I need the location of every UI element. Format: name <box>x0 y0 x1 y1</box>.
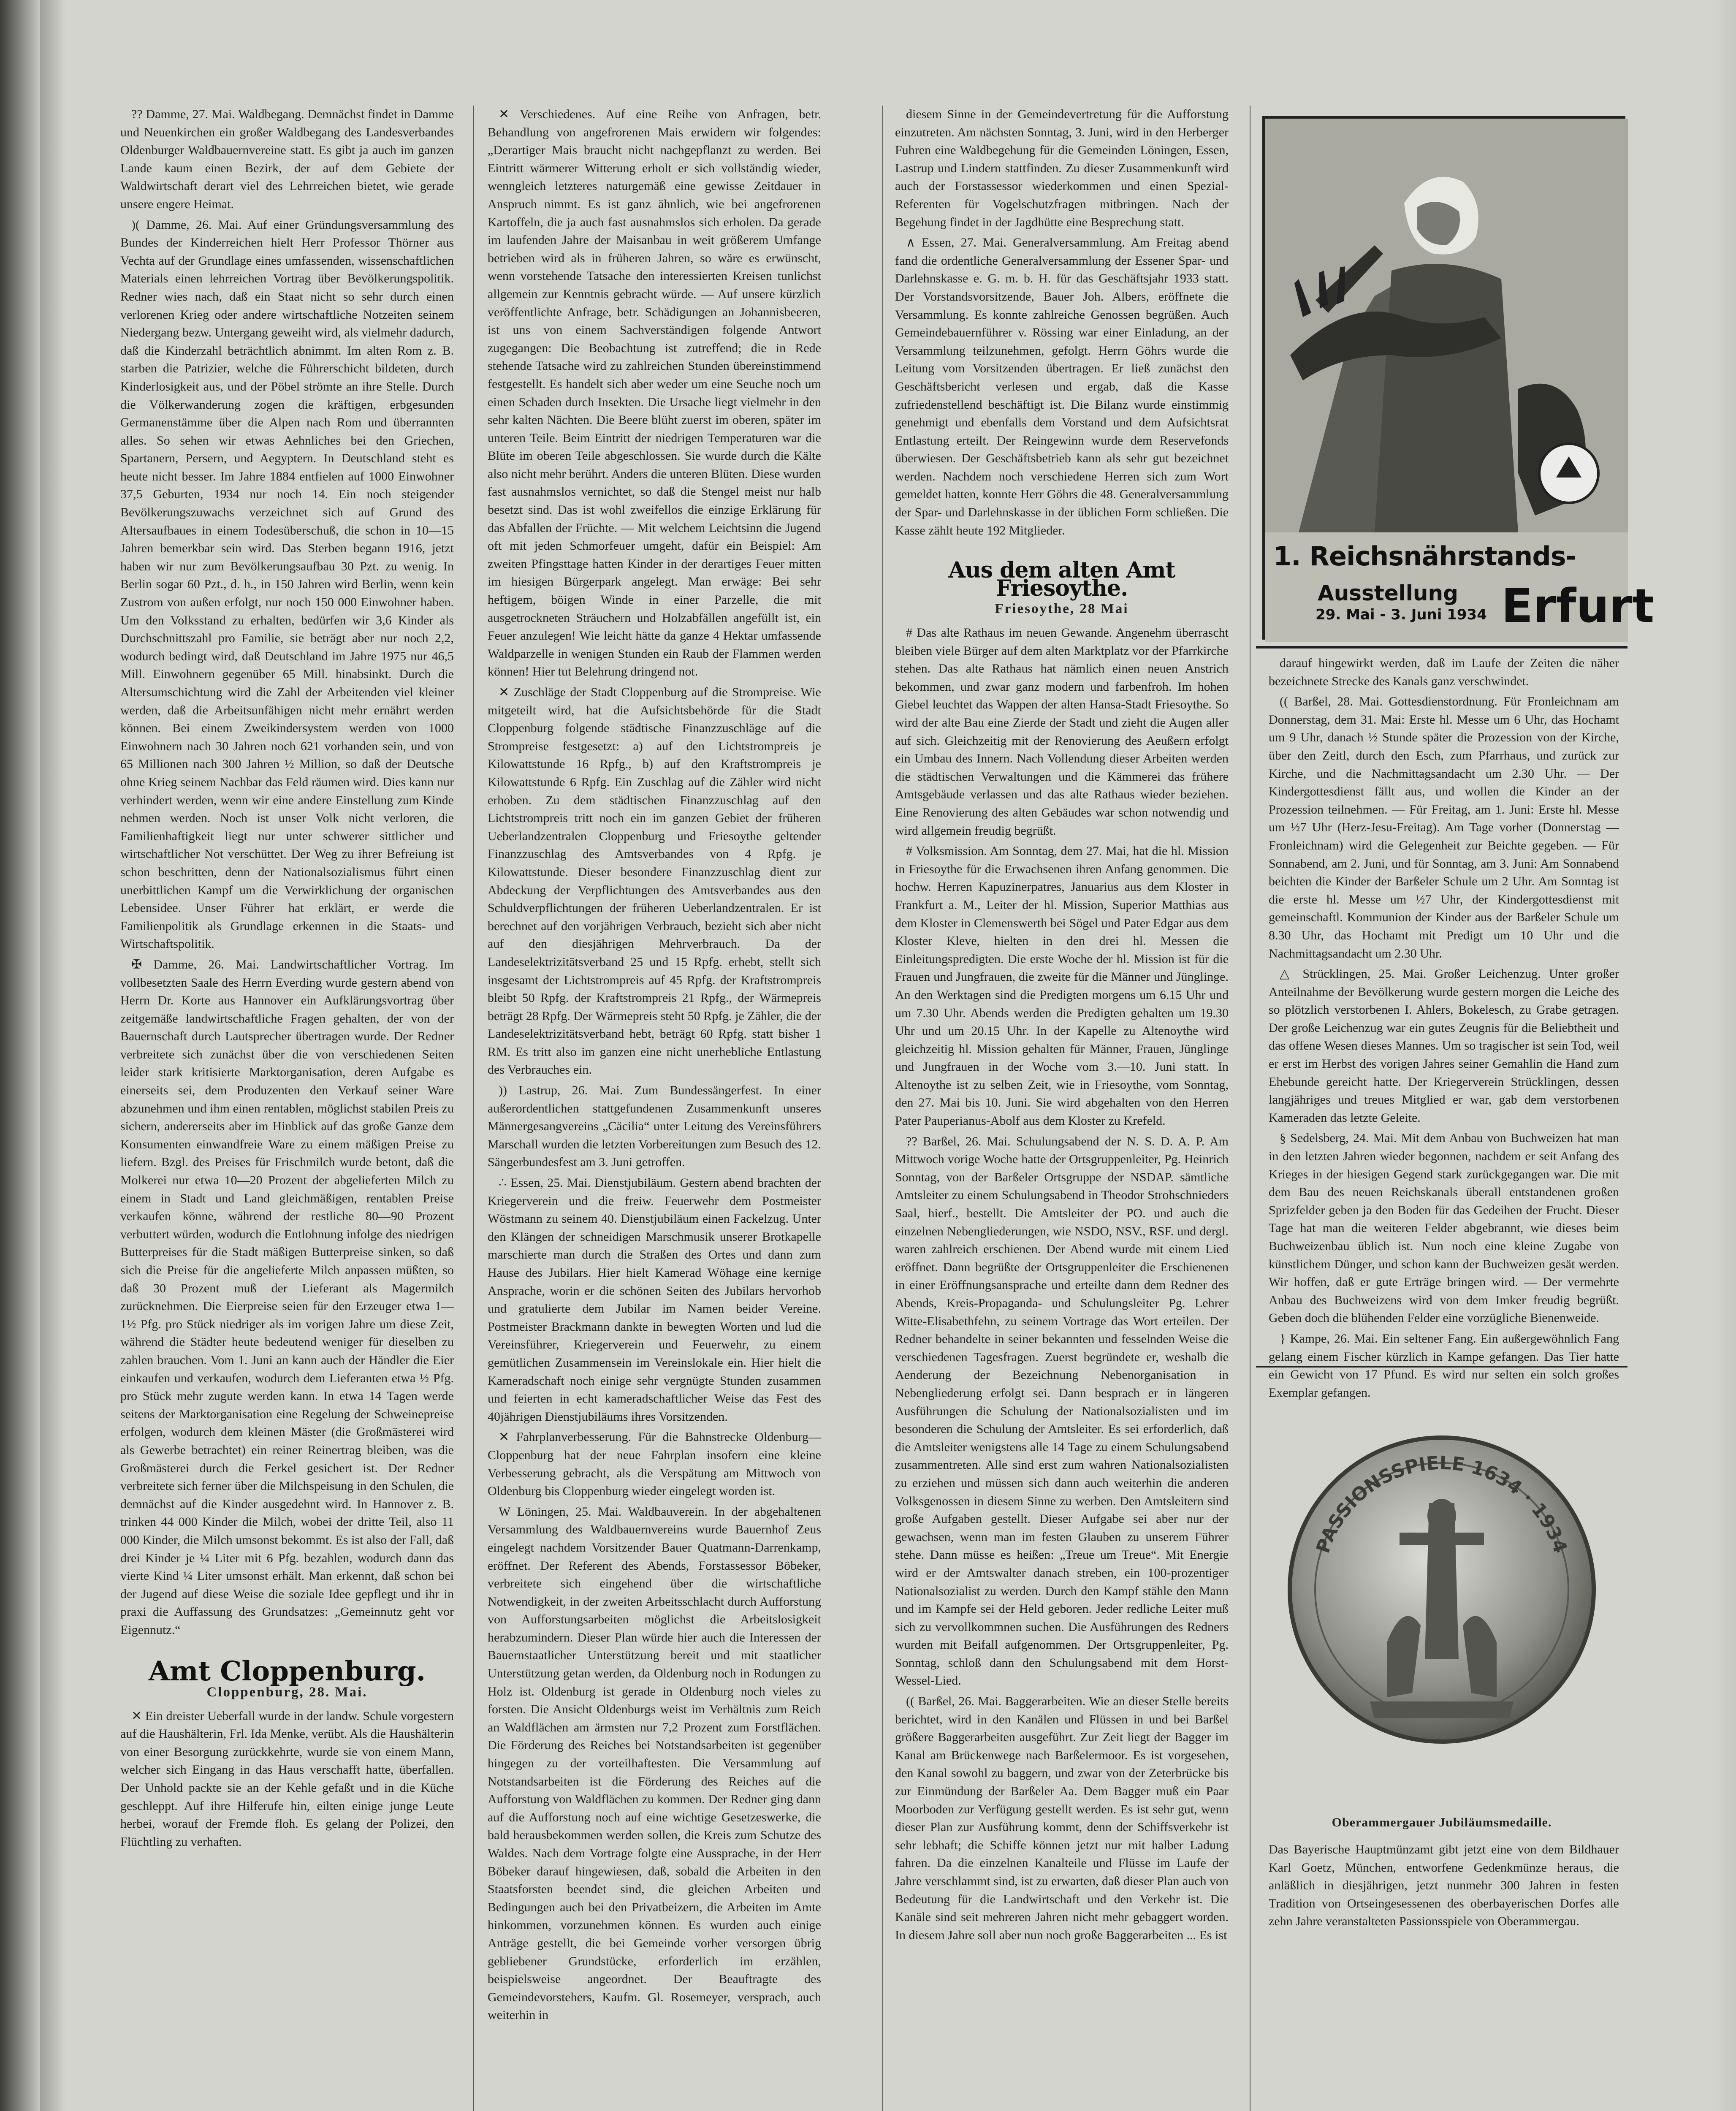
article-damme-vortrag: ✠ Damme, 26. Mai. Landwirtschaftlicher Vortrag. Im vollbesetzten Saale des Herrn Everding wurde gestern abend von Herrn Dr. Korte aus Hannover ein Aufklärungsvortrag über zeitgemäße landwirtschaftliche Fragen gehalten, der von der Bauernschaft durch Lautsprecher übertragen wurde. Der Redner verbreitete sich zunächst über die von verschiedenen Seiten leider stark kritisierte Marktorganisation, deren Aufgabe es einerseits sei, dem Produzenten den Verkauf seiner Ware abzunehmen und ihm einen rentablen, möglichst stabilen Preis zu sichern, andererseits aber im Hinblick auf das große Ganze dem Konsumenten einwandfreie Ware zu einem mäßigen Preise zu liefern. Bzgl. des Preises für Frischmilch wurde betont, daß die Molkerei nur etwa 10—20 Prozent der abgelieferten Milch zu einem in Stadt und Land gleichmäßigen, rentablen Preise verkaufen könne, während der restliche 80—90 Prozent verbuttert würden, wodurch die Entlohnung infolge des niedrigen Butterpreises für die Stadt mäßigen Butterpreise sinken, so daß sich die Preise für die angelieferte Milch anpassen müßten, so daß 30 Prozent muß der Lieferant als Magermilch zurücknehmen. Die Eierpreise seien für den Erzeuger etwa 1—1½ Pfg. pro Stück niedriger als im vorigen Jahre um diese Zeit, während die Städter heute bedeutend weniger für dieselben zu zahlen brauchen. Vom 1. Juni an kann auch der Händler die Eier einkaufen und verkaufen, wodurch dem Lieferanten etwa ½ Pfg. pro Stück mehr zugute werden kann. In etwa 14 Tagen werde seitens der Marktorganisation eine Regelung der Schweinepreise erfolgen, wodurch dem kleinen Mäster (die Großmästerei wird als Gewerbe betrachtet) ein reiner Reinertrag bleiben, was die Großmästerei durch die Ferkel gesichert ist. Der Redner verbreitete sich ferner über die Milchspeisung in den Schulen, die demnächst auf die Kinder ausgedehnt wird. In Hannover z. B. trinken 44 000 Kinder die Milch, wobei der dritte Teil, also 11 000 Kinder, die Milch umsonst bekommt. Es ist also der Fall, daß drei Kinder je ¼ Liter mit 6 Pfg. bezahlen, wodurch dann das vierte Kind ¼ Liter umsonst erhält. Man erkennt, daß schon bei der Jugend auf diese Weise die soziale Idee gepflegt und ihr in praxi die Auffassung des Grundsatzes: „Gemeinnutz geht vor Eigennutz.“ <box>120 957 454 1637</box>
column-rule <box>882 106 883 2111</box>
article-struecklingen: △ Strücklingen, 25. Mai. Großer Leichenzug. Unter großer Anteilnahme der Bevölkerung wurde gestern morgen die Leiche des so plötzlich verstorbenen I. Ahlers, Bokelesch, zu Grabe getragen. Der große Leichenzug war ein gutes Zeugnis für die Beliebtheit und das offene Wesen dieses Mannes. Um so tragischer ist sein Tod, weil er erst im Herbst des vorigen Jahres seiner Gemahlin die Hand zum Ehebunde gereicht hatte. Der Kriegerverein Strücklingen, dessen langjähriges und treues Mitglied er war, gab dem verstorbenen Kameraden das letzte Geleite. <box>1269 967 1619 1125</box>
article-essen-jubilaeum: ∴ Essen, 25. Mai. Dienstjubiläum. Gestern abend brachten der Kriegerverein und die freiw. Feuerwehr dem Postmeister Wöstmann zu seinem 40. Dienstjubiläum einen Fackelzug. Unter den Klängen der schneidigen Marschmusik unserer Brotkapelle marschierte man durch die Straßen des Ortes und dann zum Hause des Jubilars. Hier hielt Kamerad Wöhage eine kernige Ansprache, worin er die schönen Seiten des Jubilars hervorhob und gratulierte dem Jubilar im Namen beider Vereine. Postmeister Brackmann dankte in bewegten Worten und lud die Vereinsführer, Kriegerverein und Feuerwehr, zu einem gemütlichen Zusammensein im Vereinslokale ein. Hier hielt die Kameradschaft noch einige sehr vergnügte Stunden zusammen und feierten in echt kameradschaftlicher Weise das Fest des 40jährigen Dienstjubiläums ihres Vorsitzenden. <box>488 1176 821 1424</box>
page-gutter-shadow <box>40 0 65 2111</box>
article-lastrup: )) Lastrup, 26. Mai. Zum Bundessängerfest. In einer außerordentlichen stattgefundenen Zusammenkunft unseres Männergesangvereins „Cäcilia“ unter Leitung des Vereinsführers Marschall wurden die letzten Vorbereitungen zum Besuch des 12. Sängerbundesfest am 3. Juni getroffen. <box>488 1083 821 1169</box>
article-barssel-bagger: (( Barßel, 26. Mai. Baggerarbeiten. Wie an dieser Stelle bereits berichtet, wird in den Kanälen und Flüssen in und bei Barßel größere Baggerarbeiten ausgeführt. Zur Zeit liegt der Bagger im Kanal am Brückenwege nach Barßelermoor. Es ist vorgesehen, den Kanal sowohl zu baggern, und zwar von der Zeterbrücke bis zur Einmündung der Barßeler Aa. Dem Bagger muß ein Paar Moorboden zur Verfügung gestellt werden. Es ist sehr gut, wenn dieser Plan zur Ausführung kommt, denn der Schiffsverkehr ist sehr lebhaft; die Schiffe können jetzt nur mit halber Ladung fahren. Da die einzelnen Kanalteile und Flüsse im Laufe der Jahre verschlammt sind, ist zu erwarten, daß dieser Plan auch von Bedeutung für die Landwirtschaft und den Verkehr ist. Die Kanäle sind seit mehreren Jahren nicht mehr gebaggert worden. In diesem Jahre soll aber nun noch große Baggerarbeiten ... Es ist <box>895 1694 1229 1942</box>
article-loeningen-cont: diesem Sinne in der Gemeindevertretung für die Aufforstung einzutreten. Am nächsten Sonntag, 3. Juni, wird in den Herberger Fuhren eine Waldbegehung für die Gemeinden Löningen, Essen, Lastrup und Lindern stattfinden. Zu dieser Zusammenkunft wird auch der Forstassessor wiederkommen und einen Spezial-Referenten für Vogelschutzfragen mitbringen. Nach der Begehung findet in der Jagdhütte eine Besprechung statt. <box>895 107 1229 229</box>
article-barssel-kanal-cont: darauf hingewirkt werden, daß im Laufe der Zeiten die näher bezeichnete Strecke des Kanals ganz verschwindet. <box>1269 656 1619 688</box>
column-3 <box>895 106 1229 2111</box>
column-2 <box>488 106 821 2111</box>
article-cloppenburg-ueberfall: ✕ Ein dreister Ueberfall wurde in der landw. Schule vorgestern auf die Haushälterin, Frl. Ida Menke, verübt. Als die Haushälterin von einer Besorgung zurückkehrte, wurde sie von einem Mann, welcher sich Eingang in das Haus verschafft hatte, überfallen. Der Unhold packte sie an der Kehle gefaßt und in die Küche geschleppt. Auf ihre Hilferufe hin, eilten einige junge Leute herbei, worauf der Fremde floh. Es gelang der Polizei, den Flüchtling zu verhaften. <box>120 1709 454 1849</box>
advertisement-reichsnaehrstand <box>1262 116 1655 640</box>
article-strompreise: ✕ Zuschläge der Stadt Cloppenburg auf die Strompreise. Wie mitgeteilt wird, hat die Aufsichtsbehörde für die Stadt Cloppenburg folgende städtische Finanzzuschläge auf die Strompreise festgesetzt: a) auf den Lichtstrompreis je Kilowattstunde 16 Rpfg., b) auf den Kraftstrompreis je Kilowattstunde 6 Rpfg. Ein Zuschlag auf die Zähler wird nicht erhoben. Zu dem städtischen Finanzzuschlag auf den Lichtstrompreis tritt noch ein im ganzen Gebiet der früheren Ueberlandzentralen Cloppenburg und Friesoythe geltender Finanzzuschlag des Amtsverbandes von 4 Rpfg. je Kilowattstunde. Dieser besondere Finanzzuschlag dient zur Abdeckung der Verpflichtungen des Amtsverbandes aus den Schuldverpflichtungen der früheren Ueberlandzentralen. Er ist berechnet auf den vorjährigen Verbrauch, bezieht sich aber nicht auf den diesjährigen Mehrverbrauch. Da der Landeselektrizitätsverband 25 und 15 Rpfg. erhebt, stellt sich insgesamt der Lichtstrompreis auf 45 Rpfg. der Kraftstrompreis bleibt 50 Rpfg. der Kraftstrompreis 21 Rpfg., der Wärmepreis beträgt 28 Rpfg. Der Wärmepreis steht 50 Rpfg. je Zähler, die der Landeselektrizitätsverband hebt, beträgt 60 Rpfg. statt bisher 1 RM. Es tritt also im ganzen eine nicht unerhebliche Entlastung des Verbrauches ein. <box>488 685 821 1077</box>
article-verschiedenes: ✕ Verschiedenes. Auf eine Reihe von Anfragen, betr. Behandlung von angefrorenen Mais erwidern wir folgendes: „Derartiger Mais braucht nicht nachgepflanzt zu werden. Bei Eintritt wärmerer Witterung erholt er sich vollständig wieder, wenngleich letzteres naturgemäß eine gewisse Zeitdauer in Anspruch nimmt. Es ist ganz ähnlich, wie bei angefrorenen Kartoffeln, die ja auch fast ausnahmslos sich erholen. Da gerade im laufenden Jahre der Maisanbau in weit größerem Umfange betrieben wird als in früheren Jahren, so wäre es erwünscht, wenn vorstehende Tatsache den interessierten Kreisen tunlichst allgemein zur Kenntnis gebracht würde. — Auf unsere kürzlich veröffentlichte Anfrage, betr. Schädigungen an Johannisbeeren, ist uns von einem Sachverständigen folgende Antwort zugegangen: Die Beobachtung ist zutreffend; die in Rede stehende Tatsache wird zu zahlreichen Stunden übereinstimmend festgestellt. Es handelt sich aber weder um eine Seuche noch um einen Schaden durch Insekten. Die Ursache liegt vielmehr in den sehr kalten Nächten. Die Beere blüht zuerst im oberen, später im unteren Teile. Beim Eintritt der niedrigen Temperaturen war die Blüte im oberen Teile abgeschlossen. Sie wurde durch die Kälte also nicht mehr berührt. Anders die unteren Blüten. Diese wurden fast ausnahmslos vernichtet, so daß die Stengel meist nur halb besetzt sind. Das ist wohl zweifellos die einzige Erklärung für das Abfallen der Früchte. — Mit welchem Leichtsinn die Jugend oft mit jeden Schmorfeuer umgeht, dafür ein Beispiel: Am zweiten Pfingsttage hatten Kinder in der derartiges Feuer mitten im hiesigen Bürgerpark angelegt. Man erwäge: Bei sehr heftigem, böigen Winde in einer Parzelle, die mit ausgetrockneten Sträuchern und Holzabfällen angefüllt ist, ein Feuer anzulegen! Wie leicht hätte da ganze 4 Hektar umfassende Waldparzelle in wenigen Stunden ein Raub der Flammen werden können! Hier tut Belehrung dringend not. <box>488 107 821 679</box>
article-barssel-schulung: ?? Barßel, 26. Mai. Schulungsabend der N. S. D. A. P. Am Mittwoch vorige Woche hatte der Ortsgruppenleiter, Pg. Heinrich Sonntag, von der Barßeler Ortsgruppe der NSDAP. sämtliche Amtsleiter zu einem Schulungsabend in Theodor Strohschnieders Saal, hierf., bestellt. Die Amtsleiter der PO. und auch die einzelnen Nebengliederungen, wie NSDO, NSV., RSF. und dergl. waren zahlreich erschienen. Der Abend wurde mit einem Lied eröffnet. Dann begrüßte der Ortsgruppenleiter die Erschienenen in einer Eröffnungsansprache und erteilte dann dem Redner des Abends, Kreis-Propaganda- und Schulungsleiter Pg. Lehrer Witte-Elisabethfehn, zu seinem Vortrage das Wort erteilen. Der Redner behandelte in seiner bekannten und fesselnden Weise die verschiedenen Tagesfragen. Zuerst begründete er, weshalb die Aenderung der Bezeichnung Nebenorganisation in Nebengliederung erfolgt sei. Dann besprach er in längeren Ausführungen die Schulung der Nationalsozialisten und im besonderen die Schulung der Amtsleiter. Es sei erforderlich, daß die Amtsleiter wenigstens alle 14 Tage zu einem Schulungsabend zusammentreten. Alle sind erst zum wahren Nationalsozialisten zu erziehen und müssen sich dann auch weiterhin die anderen Volksgenossen in diesem Sinne zu werben. Den Amtsleitern sind große Aufgaben gestellt. Dieser Aufgabe sei aber nur der gewachsen, wenn man im festen Glauben zu unserem Führer stehe. Dann müsse es heißen: „Treue um Treue“. Mit Energie wird er der Amtswalter danach streben, ein 100-prozentiger Nationalsozialist zu werden. Durch den Kampf stähle den Mann und im Kampfe sei der Held geboren. Jeder redliche Leiter muß sich zu vervollkommnen suchen. Die Ausführungen des Redners wurden mit Beifall aufgenommen. Der Ortsgruppenleiter, Pg. Sonntag, schloß dann den Schulungsabend mit dem Horst-Wessel-Lied. <box>895 1134 1229 1688</box>
dateline-cloppenburg: Cloppenburg, 28. Mai. <box>206 1685 368 1700</box>
article-sedelsberg: § Sedelsberg, 24. Mai. Mit dem Anbau von Buchweizen hat man in den letzten Jahren wieder begonnen, nachdem er seit Anfang des Krieges in der hiesigen Gegend stark zurückgegangen war. Die mit dem Bau des neuen Reichskanals überall entstandenen großen Sprizfelder geben ja den Boden für das Gedeihen der Frucht. Dieser Tage hat man die weiteren Felder abgebrannt, wie dieses beim Buchweizenbau üblich ist. Nun noch eine kleine Zugabe von künstlichem Dünger, und schon kann der Buchweizen gesät werden. Wir hoffen, daß er gute Erträge bringen wird. — Der vermehrte Anbau des Buchweizens wird von dem Imker freudig begrüßt. Geben doch die blühenden Felder eine vorzügliche Bienenweide. <box>1269 1131 1619 1325</box>
previous-page-edge <box>0 0 40 2111</box>
medal-rim-text: PASSIONSSPIELE 1634 · 1934 <box>1312 1452 1571 1556</box>
medal-description: Das Bayerische Hauptmünzamt gibt jetzt eine von dem Bildhauer Karl Goetz, München, entworfene Gedenkmünze heraus, die anläßlich in diesjährigen, jetzt nunmehr 300 Jahren in festen Tradition von Ortseingesessenen des oberbayerischen Dorfes alle zehn Jahre veranstalteten Passionsspiele von Oberammergau. <box>1269 1842 1619 1929</box>
article-damme-kinderreiche: )( Damme, 26. Mai. Auf einer Gründungsversammlung des Bundes der Kinderreichen hielt Herr Professor Thörner aus Vechta auf der Grundlage eines umfassenden, wissenschaftlichen Materials einen lehrreichen Vortrag über Bevölkerungspolitik. Redner wies nach, daß ein Staat nicht so sehr durch einen verlorenen Krieg oder andere wirtschaftliche Notzeiten seinem Niedergang bezw. Untergang geweiht wird, als vielmehr dadurch, daß die Kinderzahl beträchtlich abnimmt. Im alten Rom z. B. starben die Patrizier, welche die Führerschicht bildeten, durch Kinderlosigkeit aus, und der Pöbel strömte an ihre Stelle. Durch die Völkerwanderung zogen die kräftigen, erbgesunden Germanenstämme über die Alpen nach Rom und überrannten alles. So sehen wir etwas Aehnliches bei den Griechen, Spartanern, Persern, und Aegyptern. In Deutschland steht es heute nicht besser. Im Jahre 1884 entfielen auf 1000 Einwohner 37,5 Geburten, 1934 nur noch 14. Ein noch steigender Bevölkerungszuwachs verzeichnet sich auf Grund des Altersaufbaues in einem Todesüberschuß, die schon in 10—15 Jahren bemerkbar sein wird. Das Sterben begann 1916, jetzt haben wir nur zum Bevölkerungsaufbau 30 Pzt. zu wenig. In Berlin sogar 60 Pzt., d. h., in 150 Jahren wird Berlin, wenn kein Zustrom von außen erfolgt, nur noch 150 000 Einwohner haben. Um den Volksstand zu erhalten, bedürfen wir 3,6 Kinder als Durchschnittszahl pro Familie, sie beträgt aber nur noch 2,2, wodurch bedingt wird, daß Deutschland im Jahre 1975 nur 46,5 Mill. Einwohnern gegenüber 65 Mill. hinabsinkt. Durch die Altersumschichtung wird die Zahl der Arbeitenden viel kleiner werden, daß die Arbeitsunfähigen nicht mehr ernährt werden können. Bei einem Zweikindersystem werden von 1000 Einwohnern nach 30 Jahren noch 621 vorhanden sein, und von 65 Millionen nach 300 Jahren ½ Million, so daß der Deutsche ohne Krieg seinem Nachbar das Feld räumen wird. Dies kann nur verhindert werden, wenn wir eine andere Einstellung zum Kinde nehmen werden. Noch ist unser Volk nicht verloren, die Familienhaftigkeit liegt nur unter schwerer sittlicher und wirtschaftlicher Not verschüttet. Der Weg zu ihrer Befreiung ist schon beschritten, denn der Nationalsozialismus führt einen unerbittlichen Kampf um die Verwirklichung der organischen Lebensidee. Unser Führer hat erklärt, er werde die Familienpolitik als Grundlage erkennen in die Staats- und Wirtschaftspolitik. <box>120 217 454 951</box>
medal-image <box>1260 1406 1623 1773</box>
ad-city: Erfurt <box>1501 579 1655 633</box>
column-4 <box>1269 654 1619 1400</box>
article-rathaus: # Das alte Rathaus im neuen Gewande. Angenehm überrascht bleiben viele Bürger auf dem alten Marktplatz vor der Pfarrkirche stehen. Das alte Rathaus hat nämlich einen neuen Anstrich bekommen, und zwar ganz modern und farbenfroh. Im hohen Giebel leuchtet das Wappen der alten Hansa-Stadt Friesoythe. So wird der alte Bau eine Zierde der Stadt und zieht die Augen aller auf sich. Gleichzeitig mit der Renovierung des Aeußern erfolgt ein Umbau des Innern. Nach Vollendung dieser Arbeiten werden die städtischen Verwaltungen und die Kämmerei das frühere Amtsgebäude verlassen und das alte Rathaus wieder beziehen. Eine Renovierung des alten Gebäudes war schon notwendig und wird allgemein freudig begrüßt. <box>895 626 1229 838</box>
medal-caption: Oberammergauer Jubiläumsmedaille. <box>1332 1815 1552 1829</box>
article-loeningen-waldbau: W Löningen, 25. Mai. Waldbauverein. In der abgehaltenen Versammlung des Waldbauernvereins wurde Bauernhof Zeus eingelegt nachdem Vorsitzender Bauer Quatmann-Darrenkamp, eröffnet. Der Referent des Abends, Forstassessor Böbeker, verbreitete sich eingehend über die wirtschaftliche Notwendigkeit, in der zweiten Arbeitsschlacht durch Aufforstung von Aufforstungsarbeiten möglichst die Arbeitslosigkeit herabzumindern. Dieser Plan würde hier auch die Interessen der Bauernstaatlicher Unterstützung bereit und mit staatlicher Unterstützung getan werden, da Oldenburg noch in Rodungen zu Holz ist. Oldenburg ist gerade in Oldenburg noch vieles zu forsten. Die Ansicht Oldenburgs weist im Verhältnis zum Reich an Waldflächen am ärmsten nur 7,2 Prozent zum Forstflächen. Die Förderung des Reiches bei Notstandsarbeiten ist gegenüber hingegen zu der vorteilhaftesten. Die Versammlung auf Notstandsarbeiten ist die Förderung des Reiches auf die Aufforstung von Waldflächen zu kommen. Der Redner ging dann auf die Aufforstung noch auf eine wichtige Gesetzeswerke, die bald herausbekommen werden sollen, die Kreis zum Schutze des Waldes. Nach dem Vortrage folgte eine Aussprache, in der Herr Böbeker darauf hingewiesen, daß, sobald die Arbeiten in den Staatsforsten beendet sind, die gleichen Arbeiten und Bedingungen auch bei den Privatbeizern, die Arbeiten im Amte hinkommen, vorzunehmen können. Es wurden auch einige Anträge gestellt, die bei Gemeinde vorher versorgen übrig gebliebener Grundstücke, erforderlich im erzählen, beispielsweise angeordnet. Der Beauftragte des Gemeindevorstehers, Kaufm. Gl. Rosemeyer, versprach, auch weiterhin in <box>488 1504 821 2022</box>
section-rule <box>1256 1366 1628 1368</box>
ad-bottom-rule <box>1256 646 1628 648</box>
section-heading-cloppenburg: Amt Cloppenburg. <box>149 1655 426 1688</box>
page-right-edge <box>1711 0 1736 2111</box>
article-damme-waldbegang: ?? Damme, 27. Mai. Waldbegang. Demnächst findet in Damme und Neuenkirchen ein großer Waldbegang des Landesverbandes Oldenburger Waldbauernvereine statt. Es gibt ja auch im ganzen Lande kaum einen Bezirk, der auf dem Gebiete der Waldwirtschaft derart viel des Lehrreichen bietet, wie gerade unsere engere Heimat. <box>120 107 454 211</box>
oberammergau-medal-illustration <box>1260 1406 1623 1773</box>
ad-dates: 29. Mai - 3. Juni 1934 <box>1316 606 1487 623</box>
column-1 <box>120 106 454 2111</box>
ad-subtitle: Ausstellung <box>1318 581 1458 605</box>
article-volksmission: # Volksmission. Am Sonntag, dem 27. Mai, hat die hl. Mission in Friesoythe für die Erwachsenen ihren Anfang genommen. Die hochw. Herren Kapuzinerpatres, Januarius aus dem Kloster in Frankfurt a. M., Leiter der hl. Mission, Superior Matthias aus dem Kloster in Clemenswerth bei Sögel und Pater Edgar aus dem Kloster Kleve, hielten in den drei hl. Messen die Einleitungspredigten. Die erste Woche der hl. Mission ist für die Frauen und Jungfrauen, die zweite für die Männer und Jünglinge. An den Werktagen sind die Predigten morgens um 6.15 Uhr und um 7.30 Uhr. Abends werden die Predigten gehalten um 19.30 Uhr und um 20.15 Uhr. In der Kapelle zu Altenoythe wird gleichzeitig hl. Mission gehalten für Männer, Frauen, Jünglinge und Jungfrauen in der Woche vom 3.—10. Juni statt. In Altenoythe ist zu selben Zeit, wie in Friesoythe, vom Sonntag, den 27. Mai bis 10. Juni. Sie wird abgehalten von den Herren Pater Pauperianus-Abolf aus dem Kloster zu Krefeld. <box>895 844 1229 1128</box>
article-essen-generalversammlung: ∧ Essen, 27. Mai. Generalversammlung. Am Freitag abend fand die ordentliche Generalversammlung der Essener Spar- und Darlehnskasse e. G. m. b. H. für das Geschäftsjahr 1933 statt. Der Vorstandsvorsitzende, Bauer Joh. Albers, eröffnete die Versammlung. Es konnte zahlreiche Genossen begrüßen. Auch Gemeindebauernführer v. Rössing war einer Einladung, an der Versammlung teilzunehmen, gefolgt. Herrn Göhrs wurde die Leitung vom Vorsitzenden übertragen. Er ließ zunächst den Geschäftsbericht verlesen und ergab, daß die Kasse zufriedenstellend beschäftigt ist. Die Bilanz wurde einstimmig genehmigt und ebenfalls dem Vorstand und dem Aufsichtsrat Entlastung erteilt. Der Reingewinn wurde dem Reservefonds überwiesen. Der Geschäftsbetrieb kann als sehr gut bezeichnet werden. Nachdem noch verschiedene Herren sich zum Wort gemeldet hatten, konnte Herr Göhrs die 48. Generalversammlung der Spar- und Darlehnskasse in der üblichen Form schließen. Die Kasse zählt heute 192 Mitglieder. <box>895 236 1229 537</box>
article-fahrplan: ✕ Fahrplanverbesserung. Für die Bahnstrecke Oldenburg—Cloppenburg hat der neue Fahrplan insofern eine kleine Verbesserung gebracht, als die Verspätung am Mittwoch von Oldenburg bis Cloppenburg wieder eingelegt worden ist. <box>488 1430 821 1498</box>
article-barssel-gottesdienst: (( Barßel, 28. Mai. Gottesdienstordnung. Für Fronleichnam am Donnerstag, dem 31. Mai: Erste hl. Messe um 6 Uhr, das Hochamt um 9 Uhr, danach ½ Stunde später die Prozession von der Kirche, über den Zeitl, durch den Esch, zum Pfarrhaus, und zurück zur Kirche, und die Nachmittagsandacht um 2.30 Uhr. — Der Kindergottesdienst fällt aus, und wollen die Kinder an der Prozession teilnehmen. — Für Freitag, am 1. Juni: Erste hl. Messe um ½7 Uhr (Herz-Jesu-Freitag). Am Tage vorher (Donnerstag — Fronleichnam) wird die Gelegenheit zur Beichte gegeben. — Für Sonnabend, am 2. Juni, und für Sonntag, am 3. Juni: Am Sonnabend beichten die Kinder der Barßeler Schule um 2 Uhr. Am Sonntag ist die erste hl. Messe um ½7 Uhr, der Kindergottesdienst mit gemeinschaftl. Kommunion der Kinder aus der Barßeler Schule um 8.30 Uhr, das Hochamt mit Predigt um 10 Uhr und die Nachmittagsandacht um 2.30 Uhr. <box>1269 695 1619 961</box>
column-rule <box>473 106 474 2111</box>
article-kampe: } Kampe, 26. Mai. Ein seltener Fang. Ein außergewöhnlich Fang gelang einem Fischer kürzlich in Kampe gefangen. Das Tier hatte ein Gewicht von 17 Pfund. Es wird nur selten ein solch großes Exemplar gefangen. <box>1269 1331 1619 1400</box>
ad-title: 1. Reichsnährstands- <box>1273 541 1576 572</box>
dateline-friesoythe: Friesoythe, 28 Mai <box>995 601 1129 617</box>
section-heading-friesoythe: Aus dem alten Amt Friesoythe. <box>948 557 1175 601</box>
